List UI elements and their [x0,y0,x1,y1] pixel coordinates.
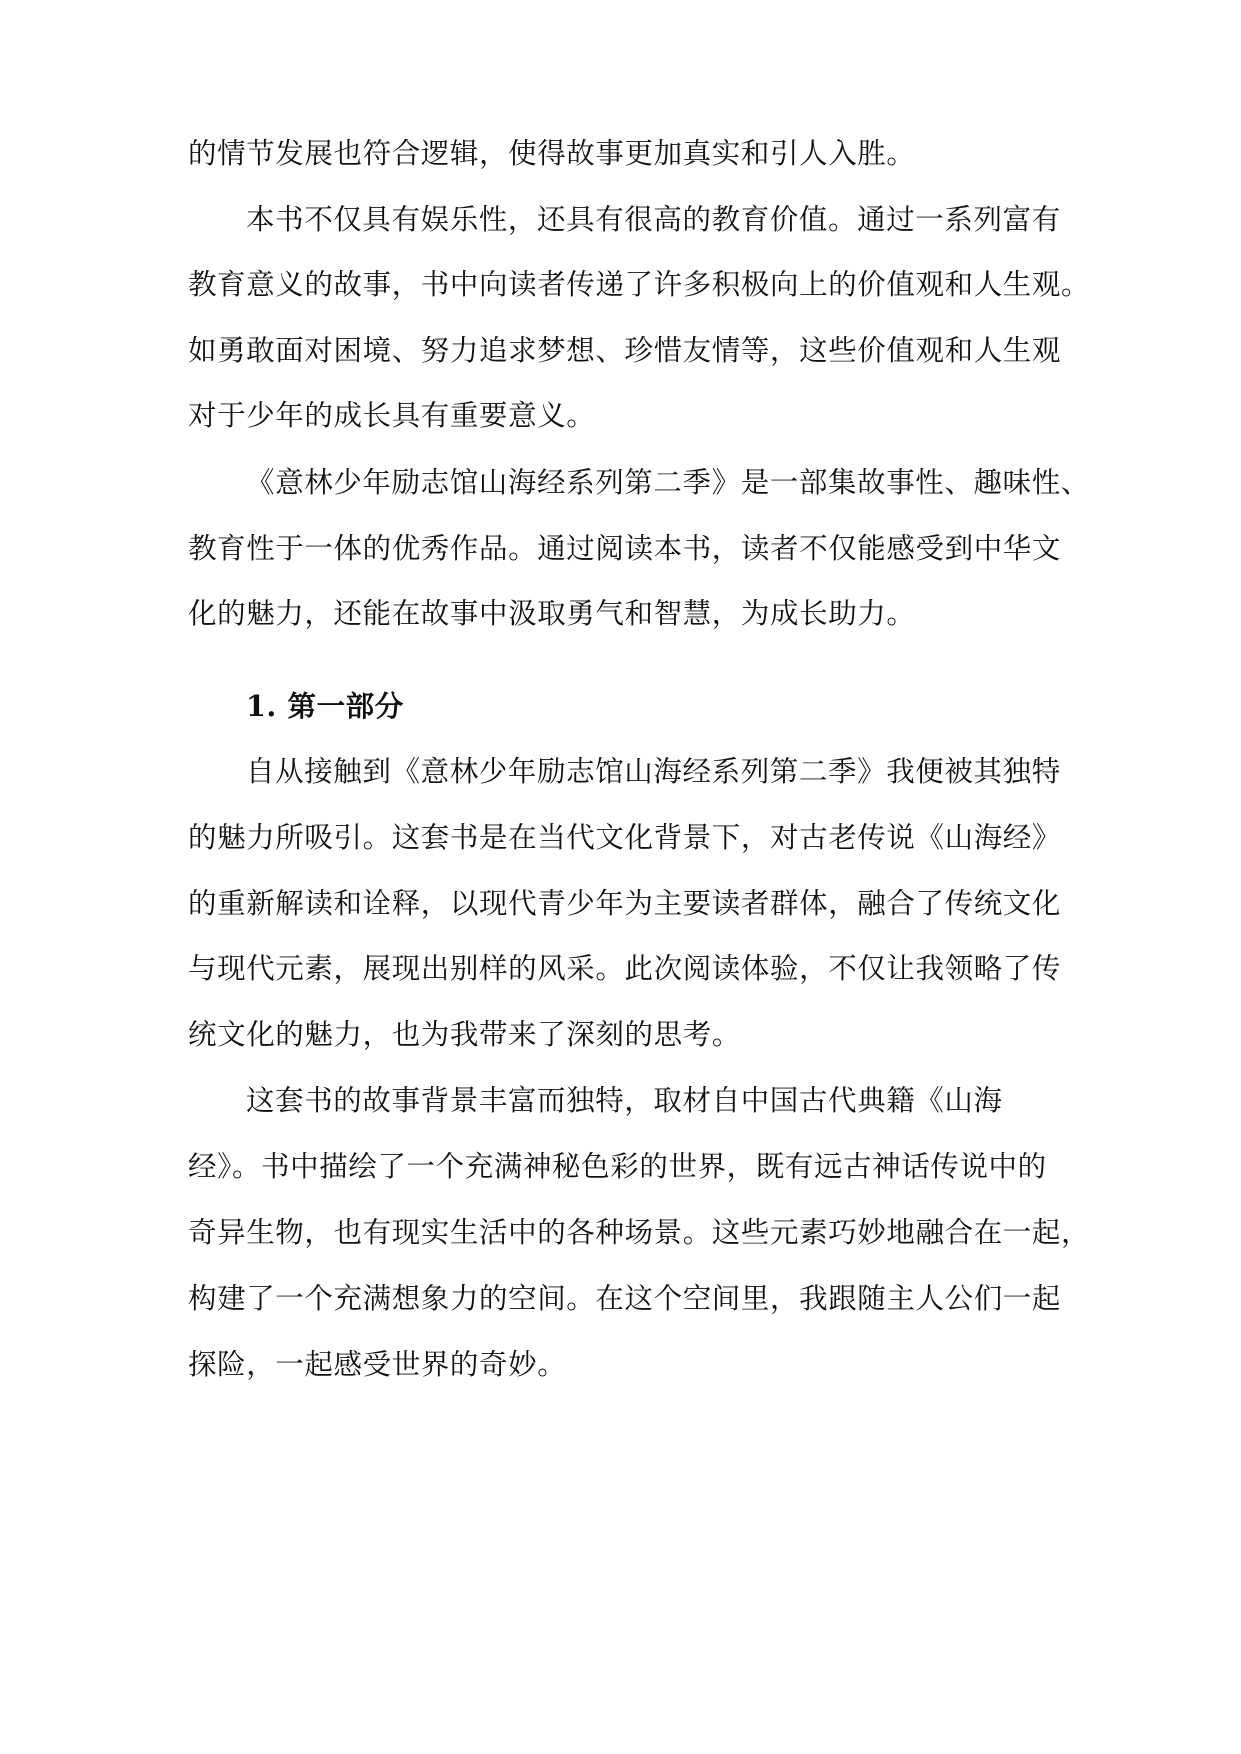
paragraph-line: 与现代元素，展现出别样的风采。此次阅读体验，不仅让我领略了传 [188,952,1062,985]
paragraph-line: 的情节发展也符合逻辑，使得故事更加真实和引人入胜。 [188,137,916,170]
paragraph-line: 对于少年的成长具有重要意义。 [188,399,596,432]
paragraph-line: 本书不仅具有娱乐性，还具有很高的教育价值。通过一系列富有 [246,203,1061,236]
paragraph-line: 自从接触到《意林少年励志馆山海经系列第二季》我便被其独特 [246,755,1061,788]
section-heading: 1. 第一部分 [246,689,404,723]
paragraph-line: 奇异生物，也有现实生活中的各种场景。这些元素巧妙地融合在一起， [188,1216,1091,1249]
paragraph-line: 这套书的故事背景丰富而独特，取材自中国古代典籍《山海 [246,1084,1003,1117]
paragraph-line: 教育意义的故事，书中向读者传递了许多积极向上的价值观和人生观。 [188,268,1091,301]
paragraph-line: 化的魅力，还能在故事中汲取勇气和智慧，为成长助力。 [188,597,916,630]
paragraph-line: 如勇敢面对困境、努力追求梦想、珍惜友情等，这些价值观和人生观 [188,334,1062,367]
paragraph-line: 经》。书中描绘了一个充满神秘色彩的世界，既有远古神话传说中的 [188,1150,1047,1183]
paragraph-line: 探险，一起感受世界的奇妙。 [188,1348,567,1381]
paragraph-line: 的重新解读和诠释，以现代青少年为主要读者群体，融合了传统文化 [188,887,1062,920]
paragraph-line: 统文化的魅力，也为我带来了深刻的思考。 [188,1018,741,1051]
paragraph-line: 教育性于一体的优秀作品。通过阅读本书，读者不仅能感受到中华文 [188,532,1062,565]
paragraph-line: 的魅力所吸引。这套书是在当代文化背景下，对古老传说《山海经》 [188,821,1062,854]
paragraph-line: 《意林少年励志馆山海经系列第二季》是一部集故事性、趣味性、 [246,466,1090,499]
paragraph-line: 构建了一个充满想象力的空间。在这个空间里，我跟随主人公们一起 [188,1282,1062,1315]
